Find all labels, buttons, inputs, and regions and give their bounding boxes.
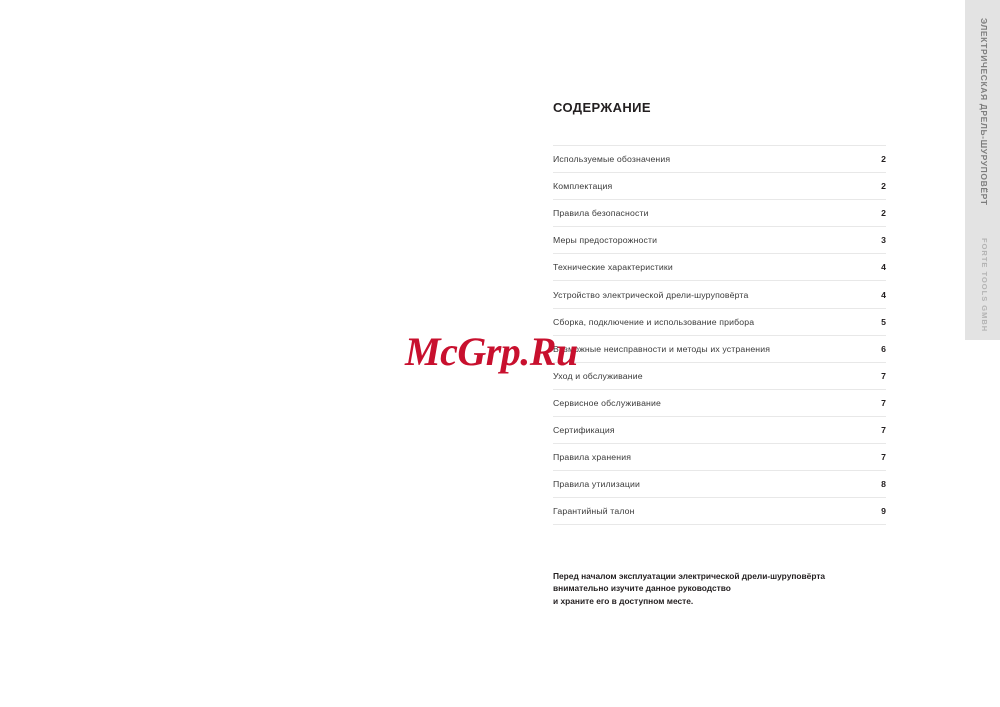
toc-entry-label: Гарантийный талон <box>553 506 635 517</box>
toc-entry-page: 4 <box>881 262 886 273</box>
toc-entry-page: 3 <box>881 235 886 246</box>
toc-entry-label: Возможные неисправности и методы их устранения <box>553 343 771 354</box>
toc-entry-label: Используемые обозначения <box>553 154 671 165</box>
notice-line-3: и храните его в доступном месте. <box>553 595 694 606</box>
list-item[interactable] <box>553 336 886 363</box>
side-tab-inner <box>965 0 1000 340</box>
product-title-vertical: ЭЛЕКТРИЧЕСКАЯ ДРЕЛЬ-ШУРУПОВЁРТ <box>979 18 989 206</box>
toc-entry-page: 9 <box>881 506 886 517</box>
notice-line-2: внимательно изучите данное руководство <box>553 583 731 594</box>
toc-entry-label: Правила хранения <box>553 452 632 463</box>
toc-entry-page: 5 <box>881 316 886 327</box>
list-item[interactable] <box>553 363 886 390</box>
toc-entry-page: 7 <box>881 397 886 408</box>
toc-entry-label: Правила утилизации <box>553 479 640 490</box>
toc-entry-label: Технические характеристики <box>553 262 673 273</box>
list-item[interactable] <box>553 417 886 444</box>
list-item[interactable] <box>553 173 886 200</box>
watermark: McGrp.Ru <box>405 329 578 374</box>
side-tab <box>965 0 1000 340</box>
toc-entry-label: Сервисное обслуживание <box>553 397 661 408</box>
toc-entry-label: Устройство электрической дрели-шуруповёрта <box>553 289 749 300</box>
notice-text <box>553 570 893 607</box>
list-item[interactable] <box>553 471 886 498</box>
toc-entry-label: Правила безопасности <box>553 208 649 219</box>
list-item[interactable] <box>553 200 886 227</box>
list-item[interactable] <box>553 498 886 525</box>
toc-entry-page: 7 <box>881 452 886 463</box>
toc-entry-page: 2 <box>881 208 886 219</box>
page-title: СОДЕРЖАНИЕ <box>553 100 651 115</box>
toc-entry-label: Комплектация <box>553 181 613 192</box>
list-item[interactable] <box>553 227 886 254</box>
toc-entry-page: 7 <box>881 370 886 381</box>
toc-entry-page: 2 <box>881 181 886 192</box>
list-item[interactable] <box>553 309 886 336</box>
list-item[interactable] <box>553 444 886 471</box>
list-item[interactable] <box>553 145 886 173</box>
list-item[interactable] <box>553 390 886 417</box>
notice-line-1: Перед началом эксплуатации электрической дрели-шуруповёрта <box>553 571 826 581</box>
toc-entry-label: Сертификация <box>553 424 615 435</box>
toc-entry-page: 2 <box>881 154 886 165</box>
list-item[interactable] <box>553 281 886 308</box>
toc-entry-label: Меры предосторожности <box>553 235 658 246</box>
toc-entry-label: Уход и обслуживание <box>553 370 643 381</box>
brand-label-vertical: FORTE TOOLS GMBH <box>980 238 989 333</box>
toc-entry-label: Сборка, подключение и использование прибора <box>553 316 755 327</box>
toc-entry-page: 6 <box>881 343 886 354</box>
toc-entry-page: 4 <box>881 289 886 300</box>
table-of-contents <box>553 145 886 525</box>
toc-entry-page: 7 <box>881 424 886 435</box>
list-item[interactable] <box>553 254 886 281</box>
toc-entry-page: 8 <box>881 479 886 490</box>
